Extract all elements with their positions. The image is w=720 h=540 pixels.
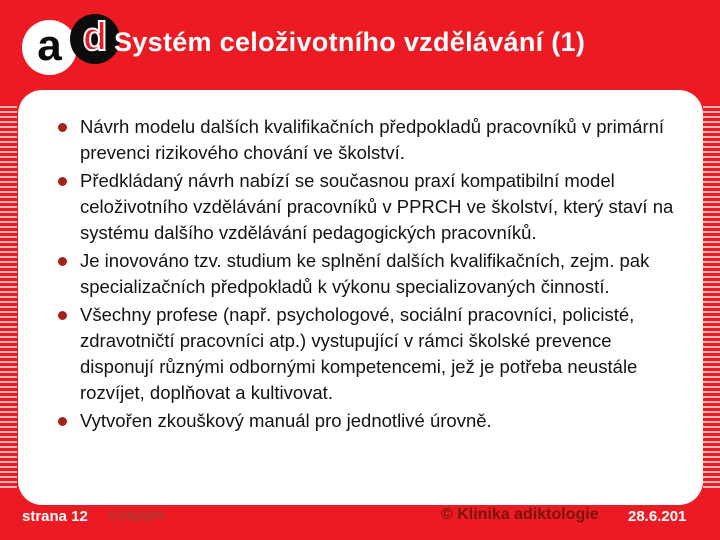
content-card: [18, 90, 703, 505]
bullet-text: Návrh modelu dalších kvalifikačních předpokladů pracovníků v primární prevenci rizikového chování ve školství.: [80, 116, 665, 163]
bullet-dot: [58, 417, 67, 426]
bullet-list: [57, 114, 675, 434]
adiktologie-logo: [22, 12, 116, 76]
bullet-text: Všechny profese (např. psychologové, sociální pracovníci, policisté, zdravotničtí pracovníci atp.) vystupující v rámci školské prevence disponují různými odbornými kompetencemi, jež je potřeba neustále rozvíjet, doplňovat a kultivovat.: [80, 304, 638, 403]
bullet-text: Vytvořen zkouškový manuál pro jednotlivé úrovně.: [80, 410, 492, 431]
bullet-dot: [58, 311, 67, 320]
right-stripe-decoration: [703, 106, 720, 490]
bullet-text: Předkládaný návrh nabízí se současnou praxí kompatibilní model celoživotního vzdělávání pracovníků v PPRCH ve školství, který staví na systému dalšího vzdělávání pedagogických pracovníků.: [80, 170, 674, 243]
bullet-item: [57, 302, 675, 406]
bullet-dot: [58, 257, 67, 266]
bullet-item: [57, 114, 675, 166]
date-label: 28.6.201: [628, 508, 687, 525]
slide-title: Systém celoživotního vzdělávání (1): [114, 27, 586, 57]
bullet-item: [57, 408, 675, 434]
logo-letter-a-icon: a: [22, 20, 77, 75]
bullet-dot: [58, 123, 67, 132]
copyright-label: © Klinika adiktologie: [441, 506, 599, 523]
bullet-item: [57, 168, 675, 246]
bullet-text: Je inovováno tzv. studium ke splnění dalších kvalifikačních, zejm. pak specializačních předpokladů k výkonu specializovaných činností.: [80, 250, 650, 297]
bullet-item: [57, 248, 675, 300]
logo-letter-d-icon: d: [70, 14, 120, 64]
left-stripe-decoration: [0, 106, 17, 490]
bullet-dot: [58, 177, 67, 186]
project-name-label: VYNSPI: [108, 508, 164, 525]
page-number-label: strana 12: [22, 508, 88, 525]
